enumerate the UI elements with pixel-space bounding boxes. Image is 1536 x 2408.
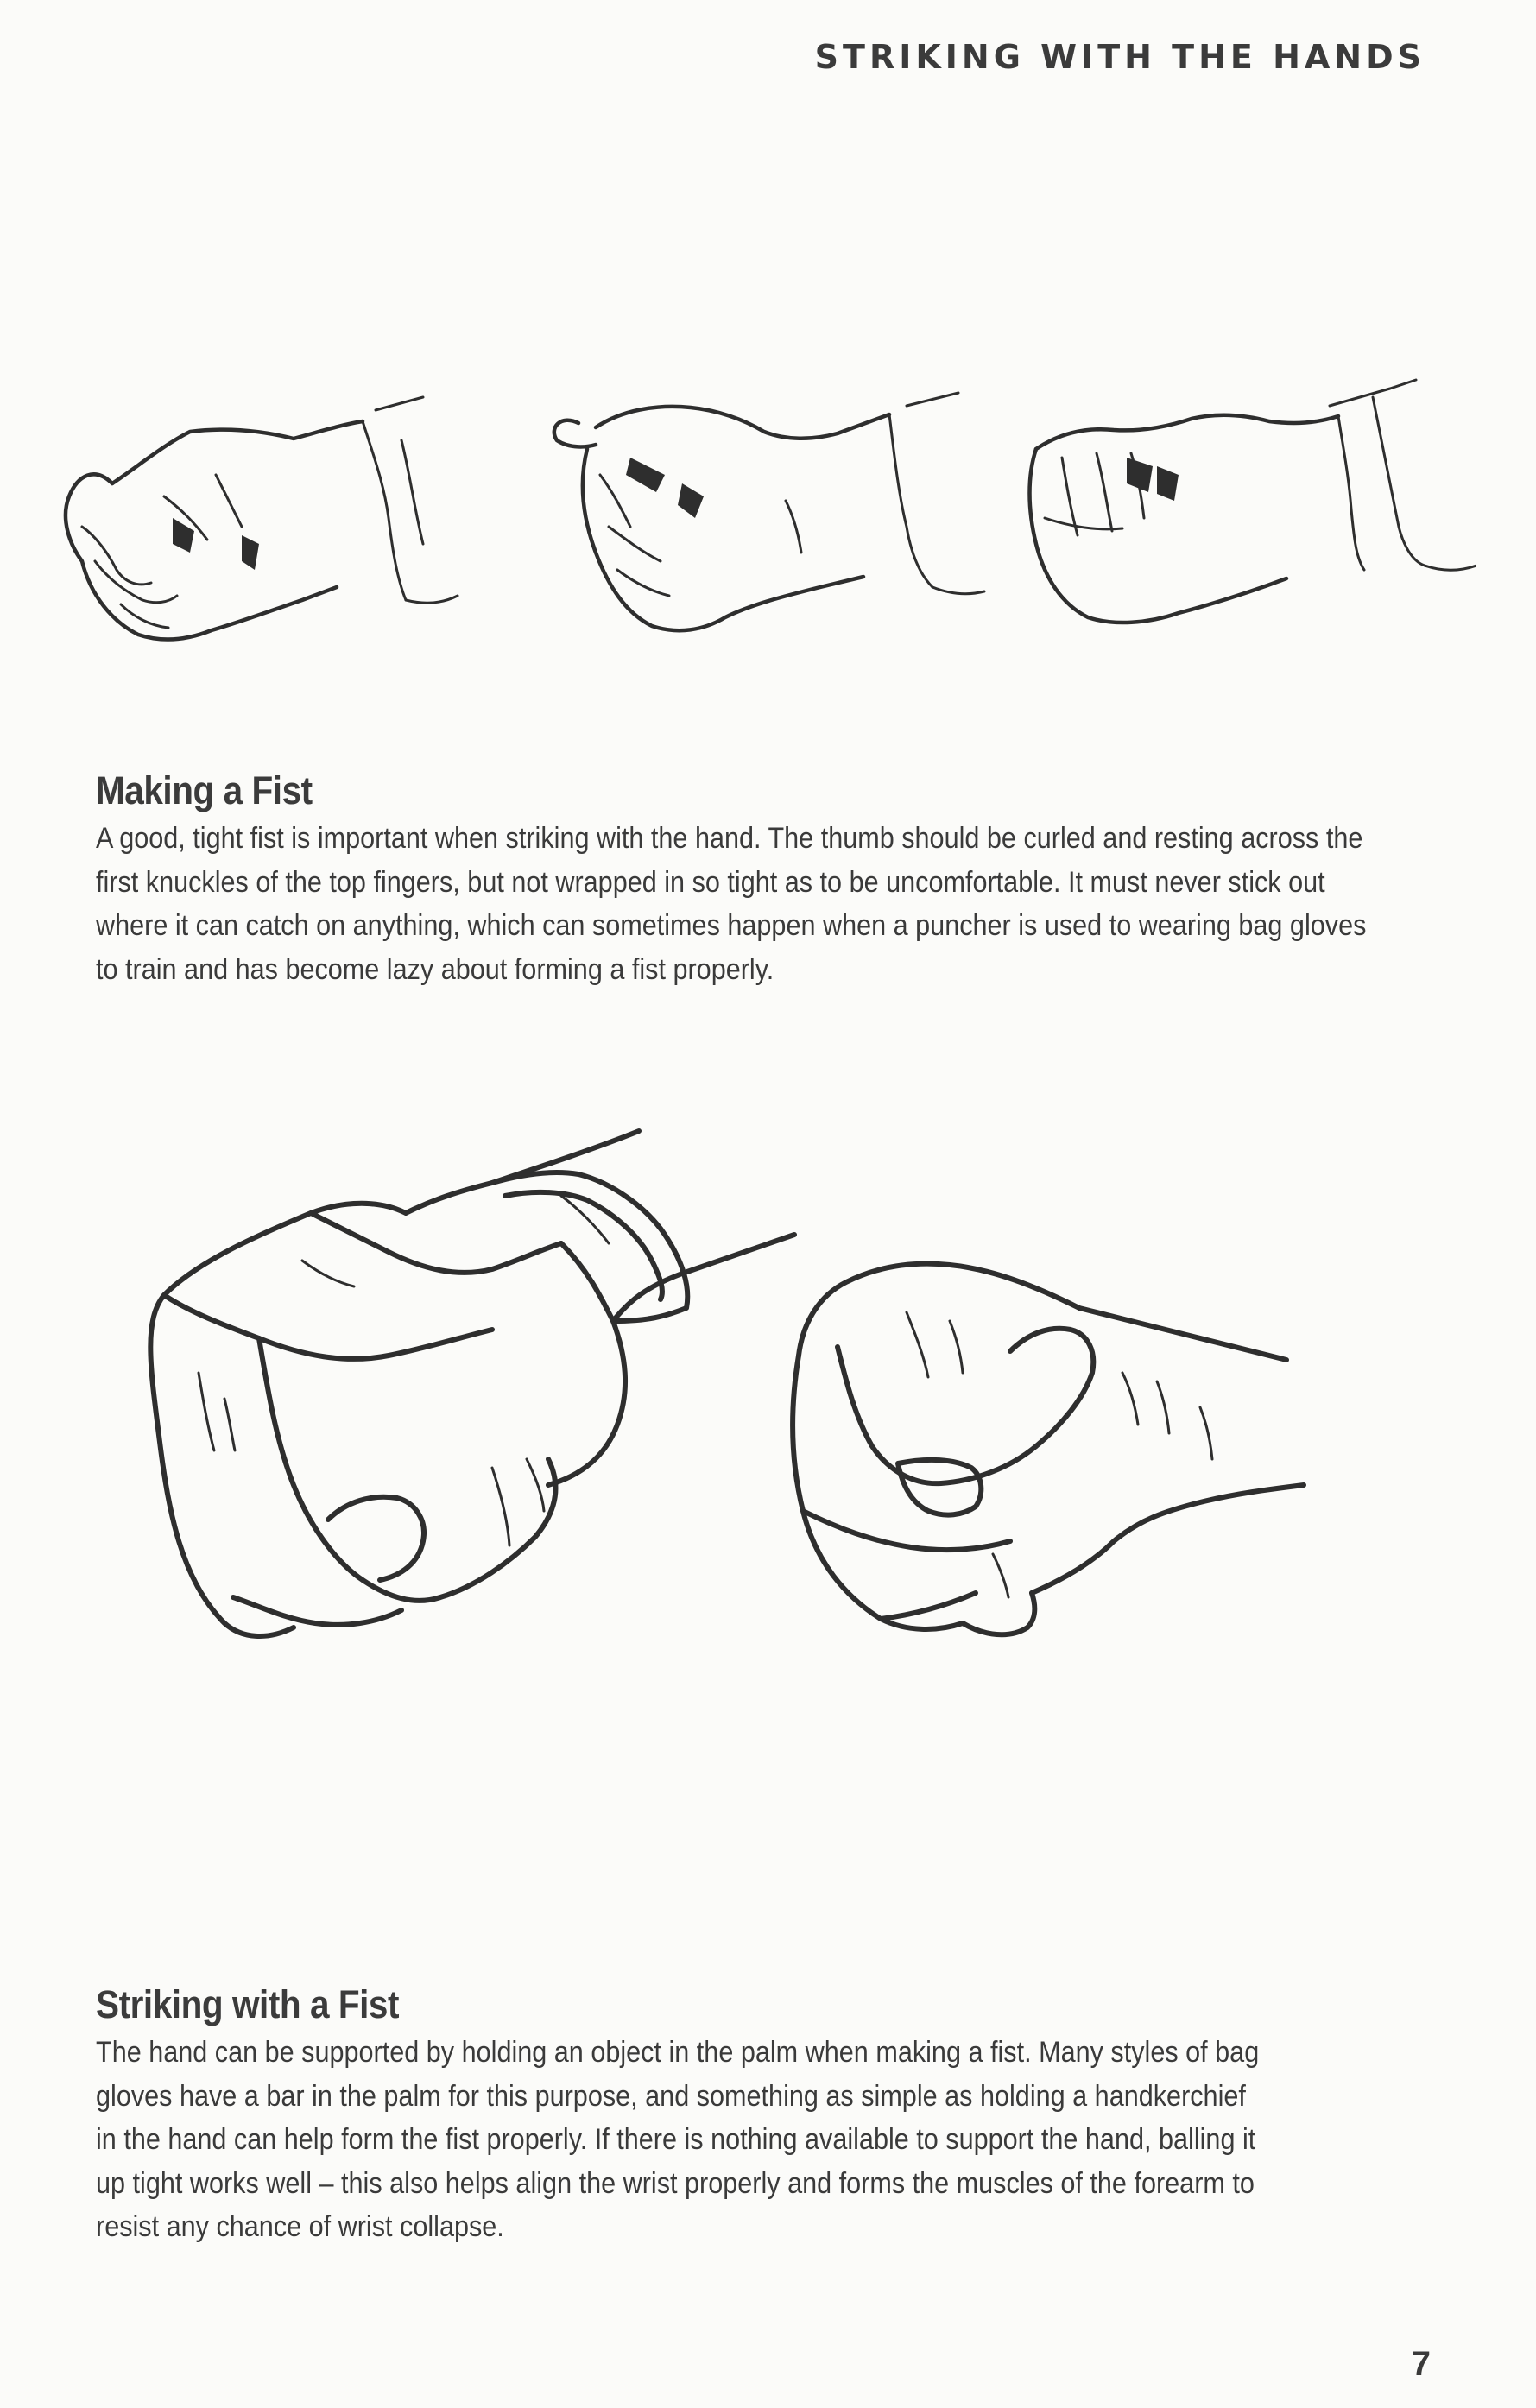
fist-angled-view-illustration xyxy=(554,393,984,630)
section-body-striking-with-a-fist xyxy=(96,2031,1370,2249)
section-body-making-a-fist xyxy=(96,817,1370,991)
body-line: resist any chance of wrist collapse. xyxy=(96,2210,504,2243)
section-title-striking-with-a-fist: Striking with a Fist xyxy=(96,1982,400,2026)
glove-and-fist-drawing xyxy=(130,1114,1356,1804)
body-line: in the hand can help form the fist properly. If there is nothing available to support the hand, balling it xyxy=(96,2123,1256,2156)
bare-fist-illustration xyxy=(793,1264,1304,1635)
fist-front-view-illustration xyxy=(1030,380,1477,623)
body-line: up tight works well – this also helps align the wrist properly and forms the muscles of the forearm to xyxy=(96,2166,1255,2200)
gloved-fist-illustration xyxy=(150,1131,794,1636)
fist-side-view-illustration xyxy=(66,397,458,639)
body-line: A good, tight fist is important when striking with the hand. The thumb should be curled and resting across the xyxy=(96,822,1363,855)
body-line: gloves have a bar in the palm for this purpose, and something as simple as holding a handkerchief xyxy=(96,2079,1246,2113)
section-title-making-a-fist: Making a Fist xyxy=(96,768,313,812)
body-line: to train and has become lazy about forming a fist properly. xyxy=(96,952,774,986)
body-line: The hand can be supported by holding an object in the palm when making a fist. Many styles of bag xyxy=(96,2036,1260,2069)
fist-drawing-row xyxy=(43,345,1476,691)
running-head: STRIKING WITH THE HANDS xyxy=(814,38,1425,76)
body-line: where it can catch on anything, which can sometimes happen when a puncher is used to wearing bag gloves xyxy=(96,909,1367,942)
page-number: 7 xyxy=(1411,2345,1431,2383)
body-line: first knuckles of the top fingers, but not wrapped in so tight as to be uncomfortable. It must never stick out xyxy=(96,865,1325,899)
